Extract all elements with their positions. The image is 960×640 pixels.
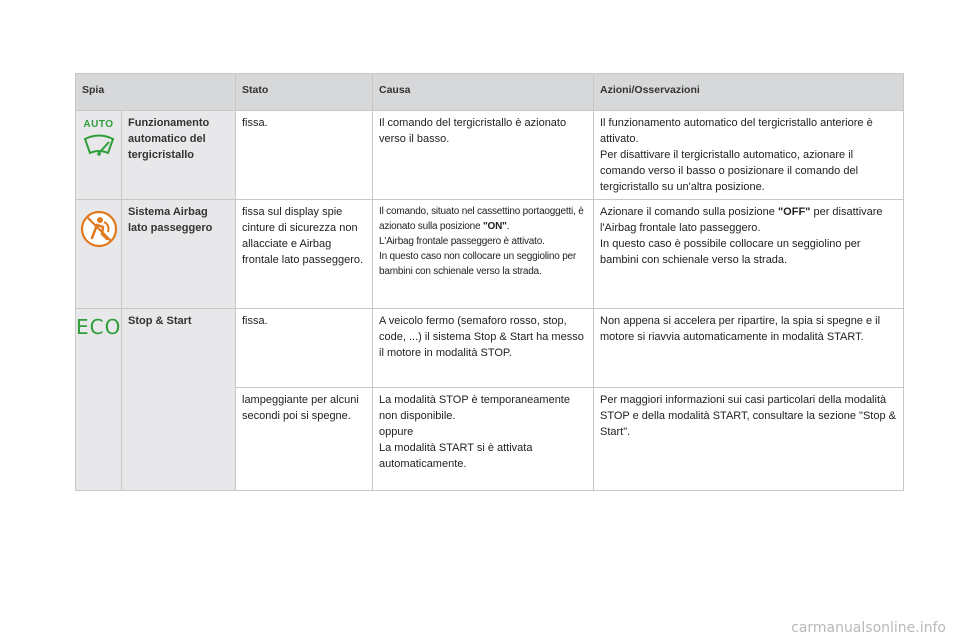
watermark: carmanualsonline.info (791, 620, 946, 636)
table-header-row (76, 74, 904, 111)
row-causa: Il comando del tergicristallo è azionato verso il basso. (373, 111, 594, 200)
row-name: Stop & Start (122, 309, 236, 491)
eco-icon (76, 309, 122, 491)
row-azioni: Per maggiori informazioni sui casi particolari della modalità STOP e della modalità START, consultare la sezione "Stop & Start". (594, 388, 904, 491)
row-azioni: Non appena si accelera per ripartire, la spia si spegne e il motore si riavvia automaticamente in modalità START. (594, 309, 904, 388)
header-azioni: Azioni/Osservazioni (594, 74, 904, 111)
header-causa: Causa (373, 74, 594, 111)
airbag-icon (80, 210, 118, 248)
table-row (76, 309, 904, 388)
auto-wiper-icon (76, 111, 122, 200)
row-name: Sistema Airbag lato passeggero (122, 200, 236, 309)
wiper-icon (82, 133, 116, 159)
row-azioni: Il funzionamento automatico del tergicristallo anteriore è attivato. Per disattivare il tergicristallo automatico, azionare il comando verso il basso o posizionare il comando del tergicristallo su un'altra posizione. (594, 111, 904, 200)
row-name: Funzionamento automatico del tergicristallo (122, 111, 236, 200)
row-stato: lampeggiante per alcuni secondi poi si spegne. (236, 388, 373, 491)
table-row (76, 111, 904, 200)
row-stato: fissa sul display spie cinture di sicurezza non allacciate e Airbag frontale lato passeggero. (236, 200, 373, 309)
warning-lights-table (75, 73, 904, 491)
row-azioni: Azionare il comando sulla posizione "OFF" per disattivare l'Airbag frontale lato passeggero. In questo caso è possibile collocare un seggiolino per bambini con schienale verso la strada. (594, 200, 904, 309)
row-stato: fissa. (236, 111, 373, 200)
header-spia: Spia (76, 74, 236, 111)
row-causa: La modalità STOP è temporaneamente non disponibile. oppure La modalità START si è attivata automaticamente. (373, 388, 594, 491)
header-stato: Stato (236, 74, 373, 111)
table-row (76, 200, 904, 309)
row-stato: fissa. (236, 309, 373, 388)
airbag-off-icon (76, 200, 122, 309)
row-causa: A veicolo fermo (semaforo rosso, stop, code, ...) il sistema Stop & Start ha messo il motore in modalità STOP. (373, 309, 594, 388)
row-causa: Il comando, situato nel cassettino portaoggetti, è azionato sulla posizione "ON". L'Airbag frontale passeggero è attivato. In questo caso non collocare un seggiolino per bambini con schienale verso la strada. (373, 200, 594, 309)
auto-label: AUTO (83, 119, 114, 130)
eco-label: ECO (76, 315, 122, 339)
